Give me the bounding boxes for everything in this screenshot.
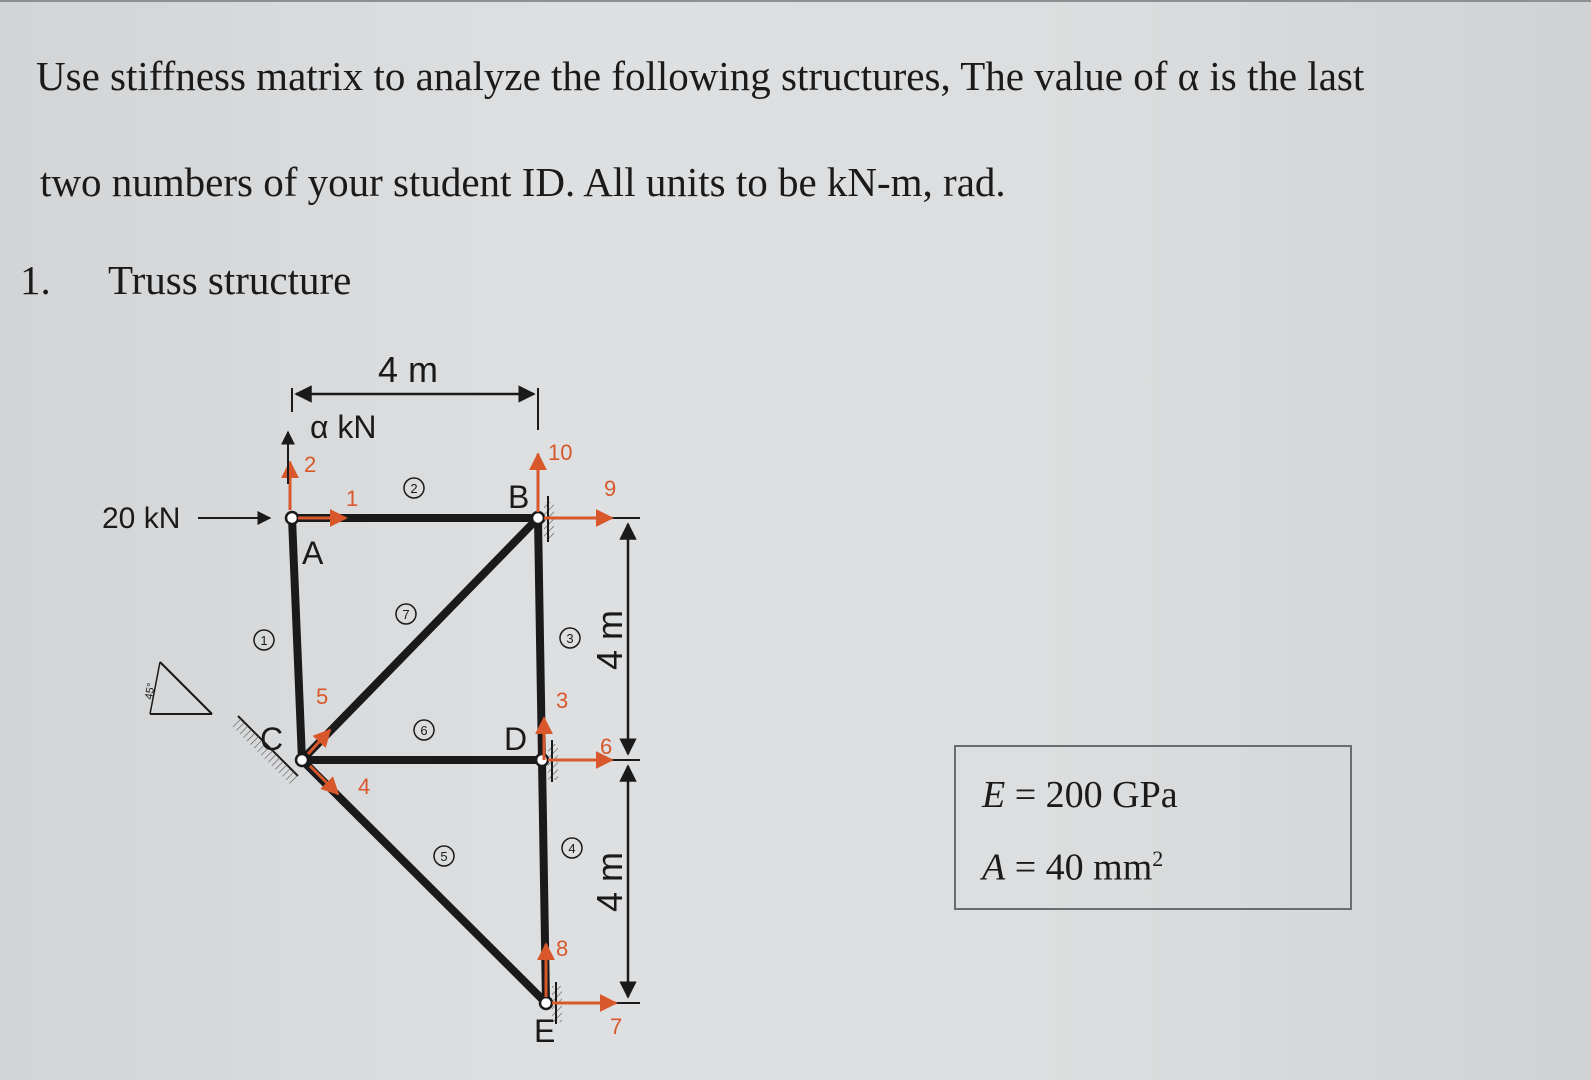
- node-label-b: B: [508, 479, 530, 515]
- elastic-modulus-value: = 200 GPa: [1005, 774, 1178, 816]
- member-3: [538, 518, 542, 760]
- node-label-e: E: [534, 1013, 556, 1049]
- node-label-d: D: [504, 721, 528, 757]
- node-a: [286, 512, 298, 524]
- horizontal-load-label: 20 kN: [102, 502, 181, 535]
- member-5: [302, 760, 546, 1003]
- dof-label-10: 10: [548, 440, 573, 465]
- area-symbol: A: [982, 846, 1006, 889]
- horizontal-load: [102, 502, 270, 535]
- dof-label-5: 5: [316, 684, 329, 709]
- node-d: [536, 754, 548, 766]
- question-title: Truss structure: [108, 257, 352, 303]
- elastic-modulus: [982, 773, 1178, 817]
- dof-label-9: 9: [604, 476, 617, 501]
- material-properties-box: [954, 745, 1352, 910]
- height-top-label: 4 m: [589, 609, 630, 670]
- top-divider: [0, 0, 1591, 2]
- dof-label-6: 6: [600, 734, 613, 759]
- member-label-6: 6: [420, 723, 428, 738]
- member-1: [292, 518, 302, 760]
- dof-label-2: 2: [304, 452, 317, 477]
- node-c: [296, 754, 308, 766]
- problem-statement-line-2: two numbers of your student ID. All units to be kN-m, rad.: [40, 159, 1006, 205]
- area-value: = 40 mm: [1005, 846, 1153, 889]
- member-label-5: 5: [440, 849, 448, 864]
- member-label-3: 3: [566, 631, 574, 646]
- height-bottom-label: 4 m: [589, 851, 630, 912]
- truss-members: [292, 518, 546, 1003]
- vertical-load: [288, 409, 377, 484]
- span-dimension-label: 4 m: [378, 349, 439, 390]
- dof-label-1: 1: [346, 486, 359, 511]
- elastic-modulus-symbol: E: [982, 774, 1006, 816]
- problem-statement-line-1: Use stiffness matrix to analyze the following structures, The value of α is the last: [36, 53, 1365, 99]
- node-label-c: C: [260, 721, 284, 757]
- dof-label-4: 4: [358, 774, 371, 799]
- area-exponent: 2: [1152, 846, 1164, 871]
- cross-section-area: [982, 837, 1163, 890]
- node-label-a: A: [302, 535, 324, 571]
- dof-label-8: 8: [556, 936, 569, 961]
- dof-label-7: 7: [610, 1014, 623, 1039]
- vertical-load-label: α kN: [310, 409, 377, 445]
- truss-diagram: [0, 330, 760, 1070]
- dof-label-3: 3: [556, 688, 569, 713]
- member-label-4: 4: [568, 841, 576, 856]
- member-label-1: 1: [260, 633, 268, 648]
- node-e: [540, 997, 552, 1009]
- question-number: 1.: [20, 257, 51, 303]
- member-label-2: 2: [410, 481, 418, 496]
- node-b: [532, 512, 544, 524]
- support-angle-label: 45°: [143, 682, 158, 701]
- dof-labels: [304, 440, 622, 1039]
- dof-arrows: [290, 454, 616, 1003]
- member-label-7: 7: [402, 607, 410, 622]
